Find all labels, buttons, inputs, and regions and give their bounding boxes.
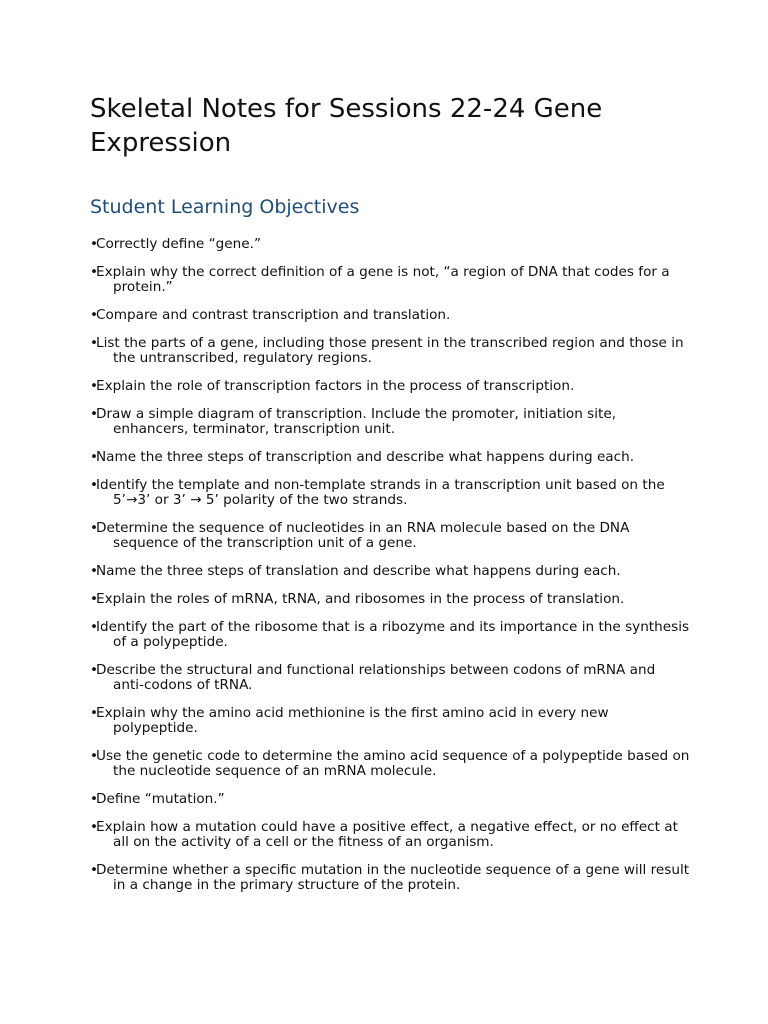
objective-text: Draw a simple diagram of transcription. Include the promoter, initiation site, enhancers, terminator, transcription unit. — [96, 406, 617, 437]
bullet-icon: • — [90, 619, 99, 635]
objective-item — [90, 237, 690, 252]
page-title: Skeletal Notes for Sessions 22-24 Gene Expression — [90, 94, 603, 158]
objective-item — [90, 564, 690, 579]
bullet-icon: • — [90, 449, 99, 465]
objective-item — [90, 450, 690, 465]
objective-text: Compare and contrast transcription and translation. — [96, 307, 451, 323]
objective-item — [90, 863, 690, 893]
objective-text: Explain why the correct definition of a gene is not, “a region of DNA that codes for a protein.” — [96, 264, 670, 295]
objective-item — [90, 379, 690, 394]
bullet-icon: • — [90, 406, 99, 422]
objective-item — [90, 820, 690, 850]
bullet-icon: • — [90, 477, 99, 493]
objective-item — [90, 706, 690, 736]
bullet-icon: • — [90, 591, 99, 607]
bullet-icon: • — [90, 748, 99, 764]
objective-item — [90, 620, 690, 650]
objective-item — [90, 792, 690, 807]
objective-text: List the parts of a gene, including those present in the transcribed region and those in the untranscribed, regulatory regions. — [96, 335, 684, 366]
objective-text: Determine whether a specific mutation in the nucleotide sequence of a gene will result in a change in the primary structure of the protein. — [96, 862, 690, 893]
bullet-icon: • — [90, 705, 99, 721]
objective-item — [90, 308, 690, 323]
objective-item — [90, 521, 690, 551]
objective-text: Identify the template and non-template strands in a transcription unit based on the 5’→3’ or 3’ → 5’ polarity of the two strands. — [96, 477, 665, 508]
bullet-icon: • — [90, 862, 99, 878]
objective-text: Identify the part of the ribosome that is a ribozyme and its importance in the synthesis of a polypeptide. — [96, 619, 690, 650]
objective-item — [90, 265, 690, 295]
bullet-icon: • — [90, 307, 99, 323]
objectives-list — [90, 237, 690, 906]
bullet-icon: • — [90, 378, 99, 394]
objective-text: Explain how a mutation could have a positive effect, a negative effect, or no effect at all on the activity of a cell or the fitness of an organism. — [96, 819, 678, 850]
bullet-icon: • — [90, 819, 99, 835]
bullet-icon: • — [90, 791, 99, 807]
objective-item — [90, 749, 690, 779]
bullet-icon: • — [90, 335, 99, 351]
objective-text: Name the three steps of translation and describe what happens during each. — [96, 563, 621, 579]
section-heading-learning-objectives: Student Learning Objectives — [90, 196, 360, 218]
objective-item — [90, 336, 690, 366]
objective-text: Describe the structural and functional relationships between codons of mRNA and anti-codons of tRNA. — [96, 662, 656, 693]
objective-item — [90, 478, 690, 508]
objective-text: Correctly define “gene.” — [96, 236, 261, 252]
objective-item — [90, 407, 690, 437]
objective-text: Determine the sequence of nucleotides in an RNA molecule based on the DNA sequence of the transcription unit of a gene. — [96, 520, 630, 551]
objective-text: Use the genetic code to determine the amino acid sequence of a polypeptide based on the nucleotide sequence of an mRNA molecule. — [96, 748, 690, 779]
bullet-icon: • — [90, 236, 99, 252]
objective-text: Explain why the amino acid methionine is the first amino acid in every new polypeptide. — [96, 705, 609, 736]
bullet-icon: • — [90, 520, 99, 536]
bullet-icon: • — [90, 563, 99, 579]
objective-item — [90, 663, 690, 693]
objective-text: Explain the role of transcription factors in the process of transcription. — [96, 378, 575, 394]
objective-text: Explain the roles of mRNA, tRNA, and ribosomes in the process of translation. — [96, 591, 625, 607]
bullet-icon: • — [90, 662, 99, 678]
bullet-icon: • — [90, 264, 99, 280]
objective-item — [90, 592, 690, 607]
objective-text: Name the three steps of transcription and describe what happens during each. — [96, 449, 635, 465]
objective-text: Define “mutation.” — [96, 791, 225, 807]
